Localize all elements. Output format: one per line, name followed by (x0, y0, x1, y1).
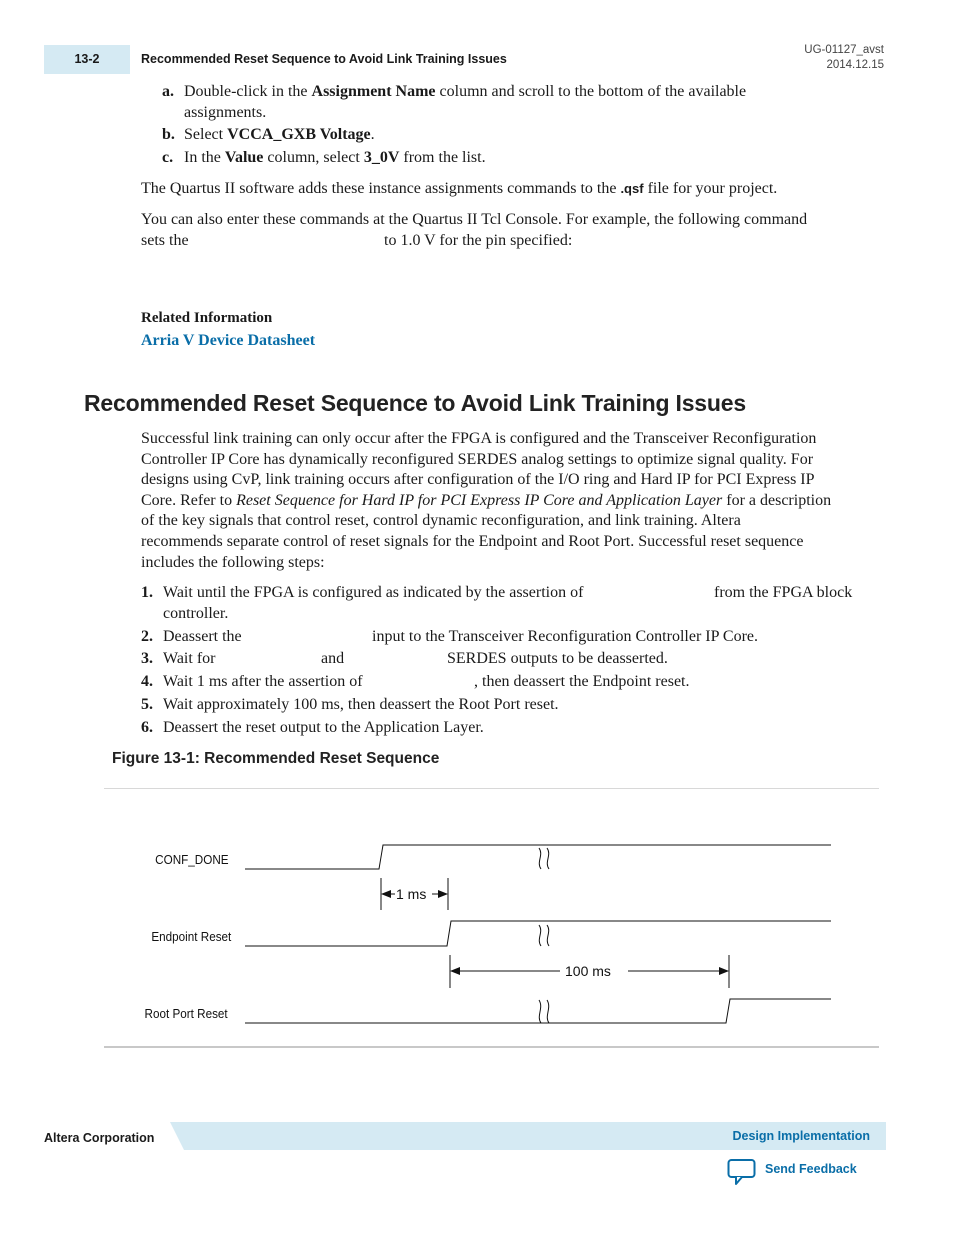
related-info-heading: Related Information (141, 310, 273, 326)
step-2-text-b: input to the Transceiver Reconfiguration Controller IP Core. (372, 628, 759, 645)
footer-section-link[interactable]: Design Implementation (732, 1129, 870, 1143)
paragraph-tcl: You can also enter these commands at the Quartus II Tcl Console. For example, the following command (141, 211, 808, 228)
step-4: 4. (141, 673, 153, 690)
interval-label-1ms: 1 ms (396, 886, 427, 902)
list-item-text: assignments. (184, 104, 267, 121)
signal-label-root-port-reset: Root Port Reset (144, 1006, 228, 1022)
section-title: Recommended Reset Sequence to Avoid Link Training Issues (84, 390, 746, 416)
intro-paragraph: Successful link training can only occur after the FPGA is configured and the Transceiver Reconfiguration Controller IP Core has dynamically reconfigured SERDES analog settings to optimize signal quality. For designs using CvP, link training occurs after configuration of the I/O ring and Hard IP for PCI Express IP Core. Refer to Reset Sequence for Hard IP for PCI Express IP Core and Application Layer for a description of the key signals that control reset, control dynamic reconfiguration, and link training. Altera recommends separate control of reset signals for the Endpoint and Root Port. Successful reset sequence includes the following steps: (141, 430, 832, 571)
step-5-text: Wait approximately 100 ms, then deassert the Root Port reset. (163, 696, 559, 713)
step-1-text-b: from the FPGA block (714, 584, 853, 601)
figure-caption: Figure 13-1: Recommended Reset Sequence (112, 750, 440, 767)
doc-date: 2014.12.15 (826, 59, 884, 71)
footer-company: Altera Corporation (44, 1131, 155, 1145)
list-item-text: Double-click in the Assignment Name column and scroll to the bottom of the available (184, 83, 747, 100)
doc-id: UG-01127_avst (804, 44, 884, 56)
step-5: 5. (141, 696, 153, 713)
step-1: 1. (141, 584, 153, 601)
signal-label-conf-done: CONF_DONE (155, 852, 229, 868)
step-1-text: Wait until the FPGA is configured as indicated by the assertion of (163, 584, 584, 601)
list-item: b. (162, 126, 175, 143)
waveform-conf-done (245, 845, 831, 869)
step-3-text-b: and (321, 650, 345, 667)
paragraph-tcl-line2b: to 1.0 V for the pin specified: (384, 232, 573, 249)
list-item: a. (162, 83, 174, 100)
step-3: 3. (141, 650, 153, 667)
waveform-endpoint-reset (245, 921, 831, 946)
datasheet-link[interactable]: Arria V Device Datasheet (141, 332, 316, 349)
list-item: c. (162, 149, 174, 166)
paragraph-tcl-line2a: sets the (141, 232, 189, 249)
step-3-text-c: SERDES outputs to be deasserted. (447, 650, 668, 667)
send-feedback-link[interactable]: Send Feedback (765, 1162, 857, 1176)
step-1-text-c: controller. (163, 605, 229, 622)
step-2: 2. (141, 628, 153, 645)
running-title: Recommended Reset Sequence to Avoid Link Training Issues (141, 52, 507, 66)
feedback-icon[interactable] (727, 1158, 757, 1186)
signal-label-endpoint-reset: Endpoint Reset (151, 929, 232, 945)
step-6-text: Deassert the reset output to the Application Layer. (163, 719, 484, 736)
step-4-text-b: , then deassert the Endpoint reset. (474, 673, 690, 690)
interval-label-100ms: 100 ms (565, 963, 611, 979)
step-4-text: Wait 1 ms after the assertion of (163, 673, 363, 690)
list-item-text: In the Value column, select 3_0V from the list. (184, 149, 486, 166)
step-6: 6. (141, 719, 153, 736)
waveform-root-port-reset (245, 999, 831, 1023)
paragraph-qsf: The Quartus II software adds these instance assignments commands to the .qsf file for your project. (141, 180, 778, 197)
list-item-text: Select VCCA_GXB Voltage. (184, 126, 375, 143)
step-3-text: Wait for (163, 650, 216, 667)
step-2-text: Deassert the (163, 628, 242, 645)
page-number: 13-2 (74, 52, 100, 66)
figure-bottom-rule (104, 1046, 879, 1048)
